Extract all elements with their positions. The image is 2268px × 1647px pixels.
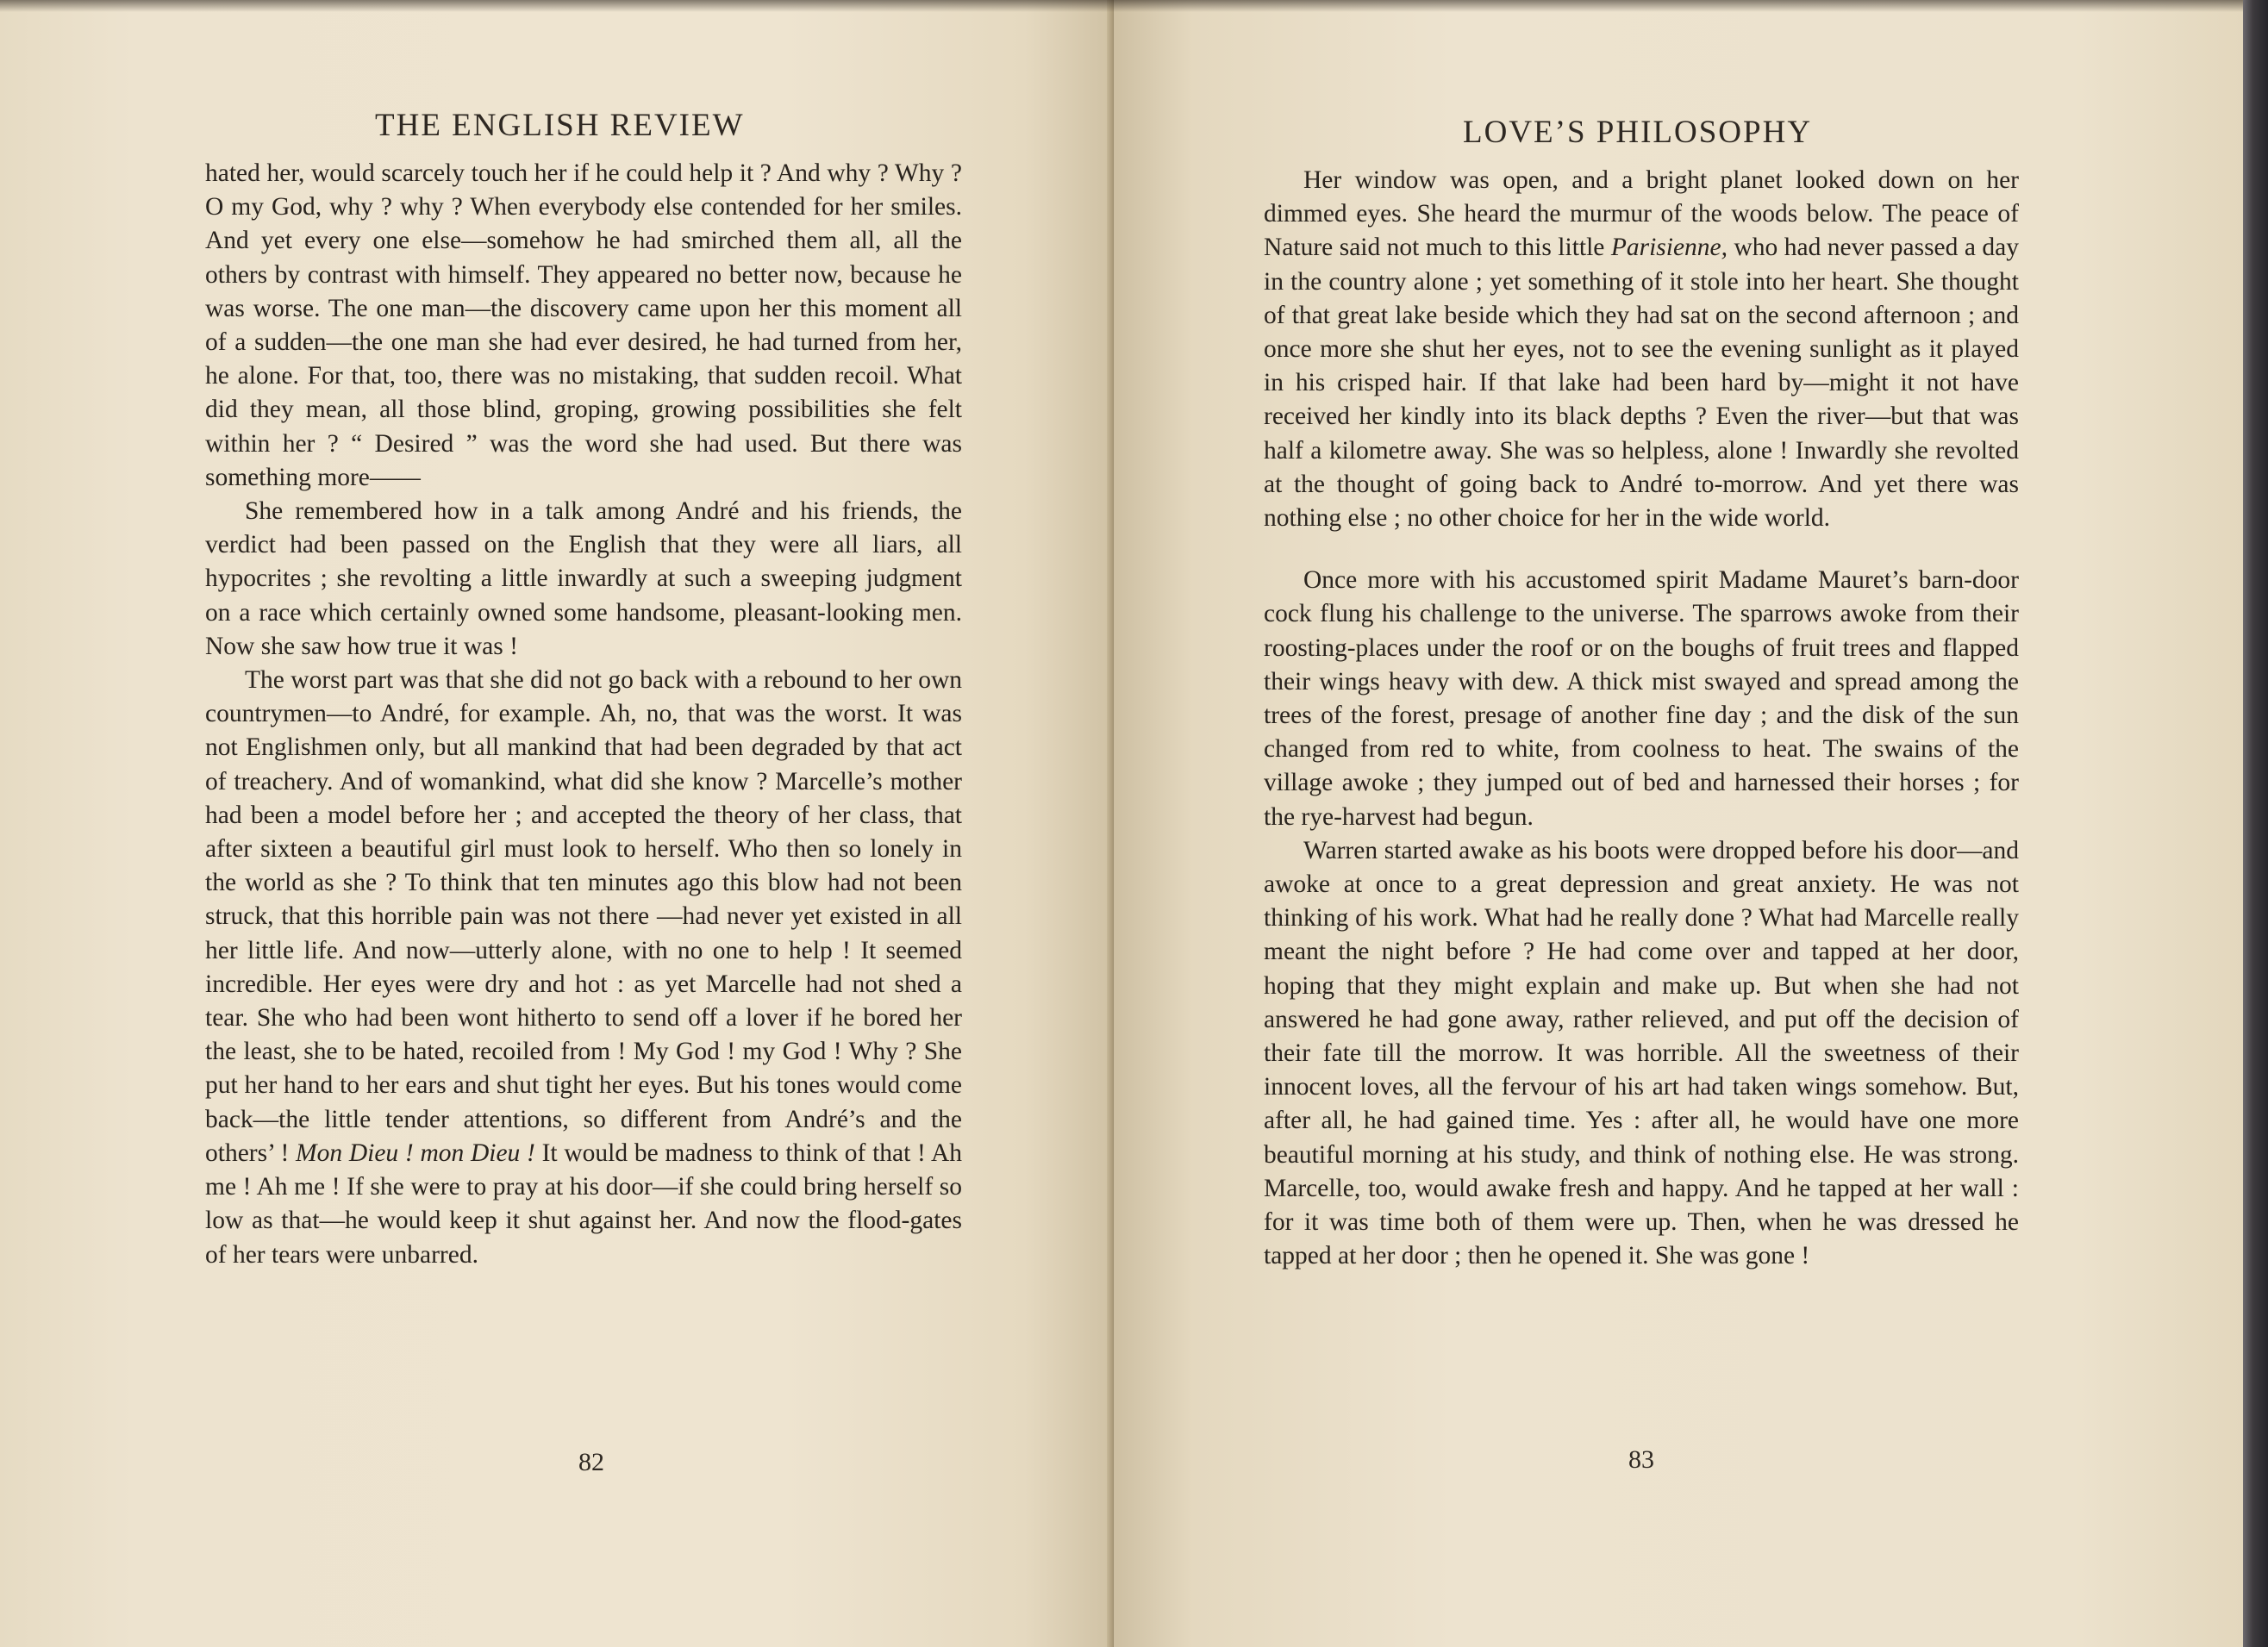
left-paragraph-2: She remembered how in a talk among André and his friends, the verdict had been passed on the English that they were all liars, all hypocrites ; she revolting a little inwardly at such a sweeping judgment on a race which certainly owned some handsome, pleasant-looking men. Now she saw how true it was ! [205, 497, 962, 660]
right-page-number: 83 [1628, 1445, 1654, 1474]
right-paragraph-1-head: Her window was open, and a bright planet looked down on her dimmed eyes. She heard the murmur of the woods below. The peace of Nature said not much to this little [1264, 166, 2019, 262]
right-paragraph-3: Warren started awake as his boots were dropped before his door—and awoke at once to a great depression and great anxiety. He was not thinking of his work. What had he really done ? What had Marcelle really meant the night before ? He had come over and tapped at her door, hoping that they might explain and make up. But when she had not answered he had gone away, rather relieved, and put off the decision of their fate till the morrow. It was horrible. All the sweetness of their innocent loves, all the fervour of his art had taken wings somehow. But, after all, he had gained time. Yes : after all, he would have one more beautiful morning at his study, and think of nothing else. He was strong. Marcelle, too, would awake fresh and happy. And he tapped at her wall : for it was time both of them were up. Then, when he was dressed he tapped at her door ; then he opened it. She was gone ! [1264, 836, 2019, 1270]
left-paragraph-3 [205, 664, 962, 1272]
right-paragraph-1 [1264, 164, 2019, 535]
left-paragraph-1: hated her, would scarcely touch her if he could help it ? And why ? Why ? O my God, why ? why ? When everybody else contended for her smiles. And yet every one else—somehow he had smirched them all, all the others by contrast with himself. They appeared no better now, because he was worse. The one man—the discovery came upon her this moment all of a sudden—the one man she had ever desired, he had turned from her, he alone. For that, too, there was no mistaking, that sudden recoil. What did they mean, all those blind, groping, growing possibilities she felt within her ? “ Desired ” was the word she had used. But there was something more—— [205, 159, 962, 491]
left-running-head: THE ENGLISH REVIEW [375, 108, 745, 143]
left-paragraph-3-tail: It would be madness to think of that ! Ah me ! Ah me ! If she were to pray at his door—if she could bring herself so low as that—he would keep it shut against her. And now the flood-gates of her tears were unbarred. [205, 1139, 963, 1269]
left-body-text [205, 157, 962, 1272]
left-paragraph-3-text: The worst part was that she did not go back with a rebound to her own countrymen—to André, for example. Ah, no, that was the worst. It was not Englishmen only, but all mankind that had been degraded by that act of treachery. And of womankind, what did she know ? Marcelle’s mother had been a model before her ; and accepted the theory of her class, that after sixteen a beautiful girl must look to herself. Who then so lonely in the world as she ? To think that ten minutes ago this blow had not been struck, that this horrible pain was not there —had never yet existed in all her little life. And now—utterly alone, with no one to help ! It seemed incredible. Her eyes were dry and hot : as yet Marcelle had not shed a tear. She who had been wont hitherto to send off a lover if he bored her the least, she to be hated, recoiled from ! My God ! my God ! Why ? She put her hand to her ears and shut tight her eyes. But his tones would come back—the little tender attentions, so different from André’s and the others’ ! [205, 666, 962, 1167]
right-italic-word: Parisienne, [1610, 234, 1728, 262]
right-paragraph-1-tail: who had never passed a day in the country alone ; yet something of it stole into her heart. She thought of that great lake beside which they had sat on the second afternoon ; and once more she shut her eyes, not to see the evening sunlight as it played in his crisped hair. If that lake had been hard by—might it not have received her kindly into its black depths ? Even the river—but that was half a kilometre away. She was so helpless, alone ! Inwardly she revolted at the thought of going back to André to-morrow. And yet there was nothing else ; no other choice for her in the wide world. [1264, 234, 2019, 533]
left-page [0, 0, 1114, 1647]
book-cover-edge [2243, 0, 2268, 1647]
left-page-number: 82 [578, 1448, 604, 1476]
right-running-head: LOVE’S PHILOSOPHY [1463, 115, 1813, 150]
top-edge-shadow [0, 0, 2243, 12]
right-paragraph-2: Once more with his accustomed spirit Madame Mauret’s barn-door cock flung his challenge to the universe. The sparrows awoke from their roosting-places under the roof or on the boughs of fruit trees and flapped their wings heavy with dew. A thick mist swayed and spread among the trees of the forest, presage of another fine day ; and the disk of the sun changed from red to white, from coolness to heat. The swains of the village awoke ; they jumped out of bed and harnessed their horses ; for the rye-harvest had begun. [1264, 566, 2019, 831]
right-page [1114, 0, 2243, 1647]
right-body-text [1264, 164, 2019, 1274]
left-italic-phrase: Mon Dieu ! mon Dieu ! [296, 1139, 535, 1167]
